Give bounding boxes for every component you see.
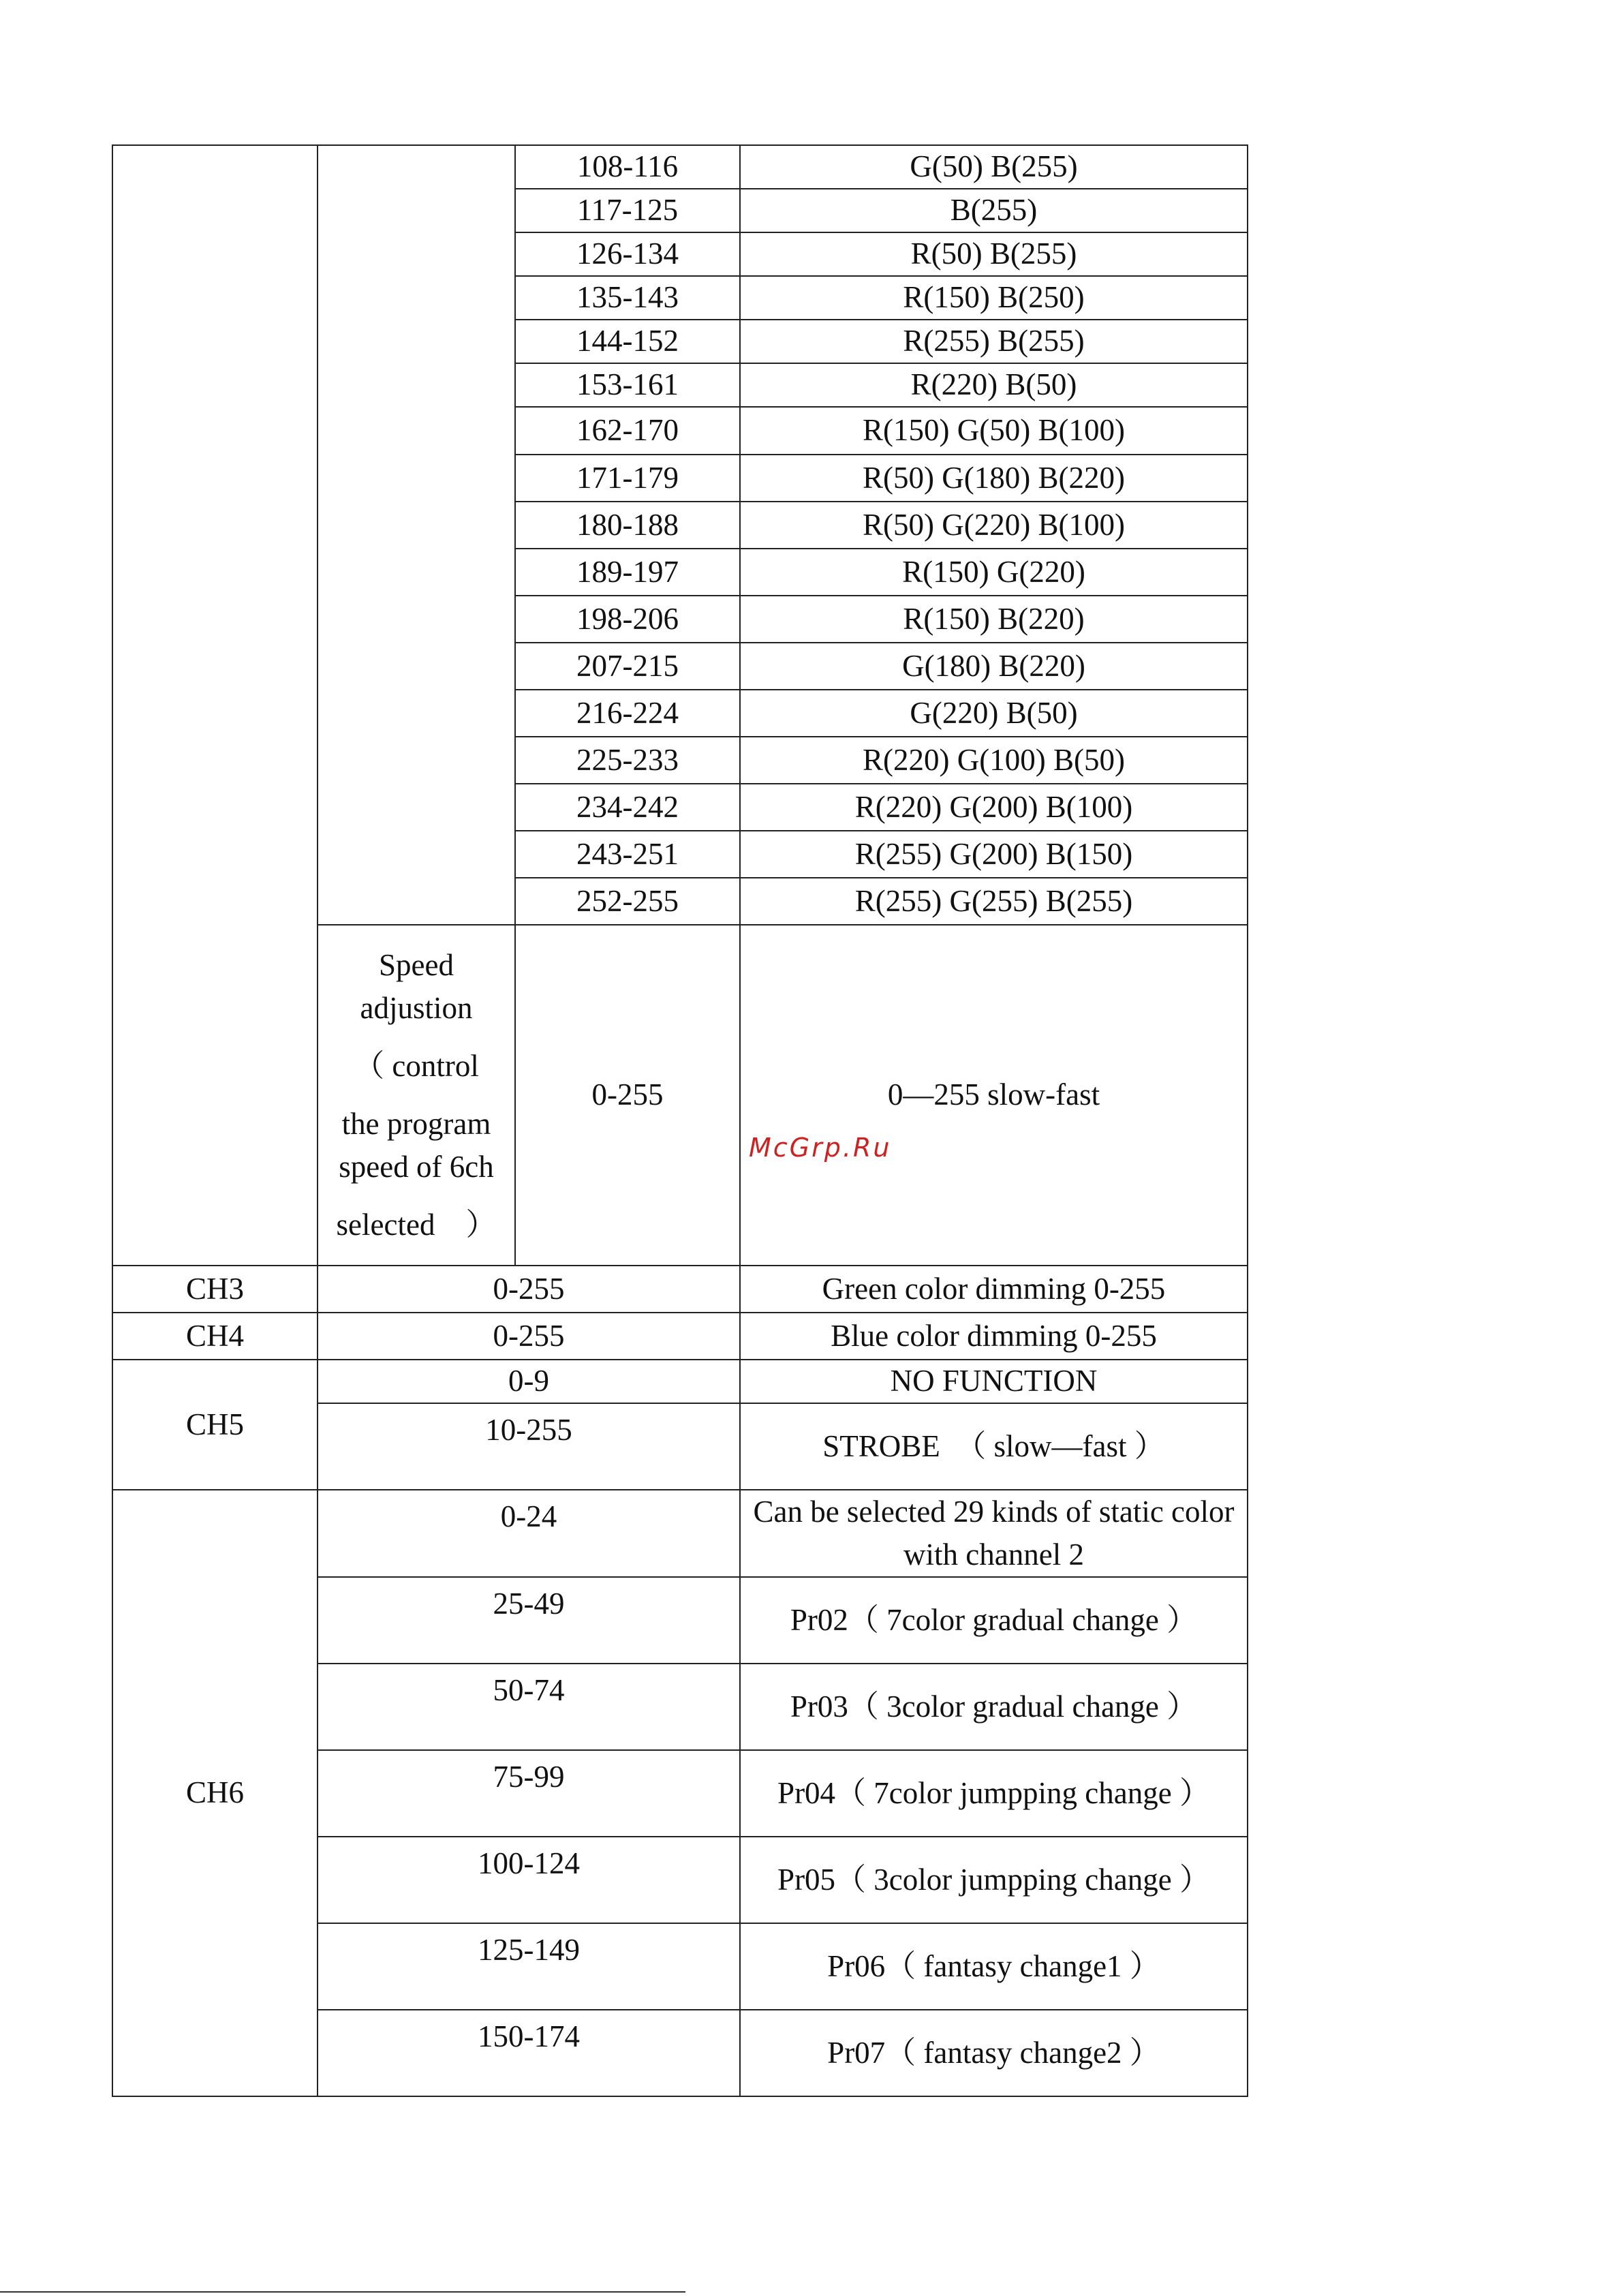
function-cell: Green color dimming 0-255	[740, 1266, 1248, 1313]
range-cell: 126-134	[515, 232, 740, 276]
function-cell: Pr07（ fantasy change2 ）	[740, 2010, 1248, 2096]
table-row	[112, 145, 1248, 189]
table-row	[112, 1360, 1248, 1403]
range-cell: 100-124	[318, 1837, 740, 1923]
speed-label-cell	[318, 925, 515, 1266]
speed-label-line: （ control	[354, 1049, 479, 1083]
range-cell: 135-143	[515, 276, 740, 320]
range-cell: 243-251	[515, 831, 740, 878]
speed-label-line: selected ）	[336, 1208, 497, 1242]
range-cell: 225-233	[515, 737, 740, 784]
color-cell: R(255) G(200) B(150)	[740, 831, 1248, 878]
speed-description-cell: 0—255 slow-fast	[740, 925, 1248, 1266]
color-cell: R(255) G(255) B(255)	[740, 878, 1248, 925]
color-cell: G(180) B(220)	[740, 643, 1248, 690]
function-cell: STROBE （ slow—fast ）	[740, 1403, 1248, 1490]
range-cell: 234-242	[515, 784, 740, 831]
range-cell: 252-255	[515, 878, 740, 925]
range-cell: 198-206	[515, 596, 740, 643]
speed-range-cell: 0-255	[515, 925, 740, 1266]
color-cell: R(220) G(200) B(100)	[740, 784, 1248, 831]
speed-label-line: the program	[341, 1107, 491, 1141]
channel-cell: CH4	[112, 1313, 318, 1360]
range-cell: 108-116	[515, 145, 740, 189]
range-cell: 0-255	[318, 1313, 740, 1360]
range-cell: 125-149	[318, 1923, 740, 2010]
function-cell: Pr02（ 7color gradual change ）	[740, 1577, 1248, 1664]
range-cell: 171-179	[515, 455, 740, 502]
function-cell: Blue color dimming 0-255	[740, 1313, 1248, 1360]
color-cell: G(50) B(255)	[740, 145, 1248, 189]
range-cell: 25-49	[318, 1577, 740, 1664]
color-cell: R(220) G(100) B(50)	[740, 737, 1248, 784]
function-cell: Pr05（ 3color jumpping change ）	[740, 1837, 1248, 1923]
range-cell: 0-24	[318, 1490, 740, 1577]
range-cell: 144-152	[515, 320, 740, 363]
function-cell: NO FUNCTION	[740, 1360, 1248, 1403]
color-cell: R(150) B(220)	[740, 596, 1248, 643]
range-cell: 10-255	[318, 1403, 740, 1490]
function-cell: Pr06（ fantasy change1 ）	[740, 1923, 1248, 2010]
table-row	[112, 1313, 1248, 1360]
color-cell: R(50) G(180) B(220)	[740, 455, 1248, 502]
ch2-channel-cell	[112, 145, 318, 1266]
ch2-function-cell	[318, 145, 515, 925]
color-cell: R(50) B(255)	[740, 232, 1248, 276]
color-cell: R(150) G(220)	[740, 549, 1248, 596]
color-cell: R(150) G(50) B(100)	[740, 407, 1248, 455]
range-cell: 117-125	[515, 189, 740, 232]
watermark: McGrp.Ru	[749, 1133, 892, 1163]
speed-label-line: speed of 6ch	[339, 1150, 494, 1184]
color-cell: R(50) G(220) B(100)	[740, 502, 1248, 549]
range-cell: 50-74	[318, 1664, 740, 1750]
table-row	[112, 1490, 1248, 1577]
table-row	[112, 1266, 1248, 1313]
color-cell: B(255)	[740, 189, 1248, 232]
color-cell: R(220) B(50)	[740, 363, 1248, 407]
color-cell: R(150) B(250)	[740, 276, 1248, 320]
speed-label-line: adjustion	[360, 991, 473, 1025]
range-cell: 75-99	[318, 1750, 740, 1837]
color-cell: R(255) B(255)	[740, 320, 1248, 363]
range-cell: 207-215	[515, 643, 740, 690]
channel-cell: CH3	[112, 1266, 318, 1313]
footer-divider	[0, 2291, 685, 2293]
range-cell: 189-197	[515, 549, 740, 596]
range-cell: 216-224	[515, 690, 740, 737]
range-cell: 162-170	[515, 407, 740, 455]
range-cell: 153-161	[515, 363, 740, 407]
speed-label-line: Speed	[379, 948, 454, 982]
range-cell: 0-255	[318, 1266, 740, 1313]
range-cell: 0-9	[318, 1360, 740, 1403]
function-cell: Pr04（ 7color jumpping change ）	[740, 1750, 1248, 1837]
color-cell: G(220) B(50)	[740, 690, 1248, 737]
range-cell: 150-174	[318, 2010, 740, 2096]
range-cell: 180-188	[515, 502, 740, 549]
function-cell: Can be selected 29 kinds of static color with channel 2	[740, 1490, 1248, 1577]
channel-cell: CH6	[112, 1490, 318, 2096]
function-cell: Pr03（ 3color gradual change ）	[740, 1664, 1248, 1750]
channel-cell: CH5	[112, 1360, 318, 1490]
dmx-channel-table	[112, 144, 1248, 2097]
